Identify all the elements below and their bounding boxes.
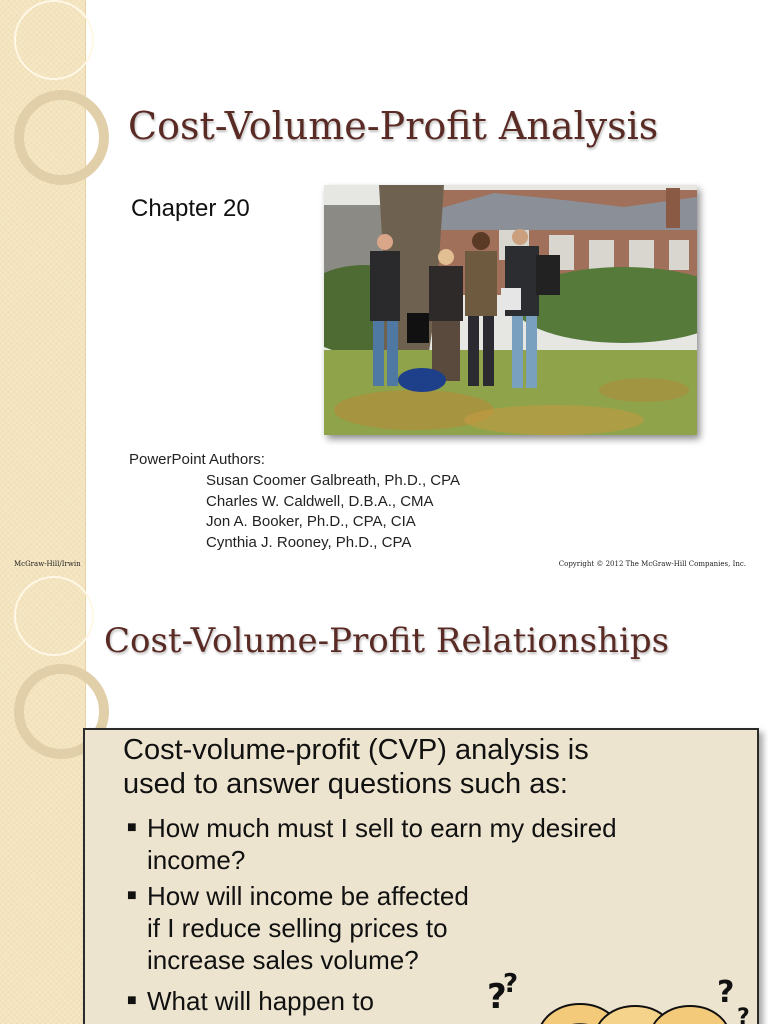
- bullet-square-icon: ■: [127, 992, 137, 1009]
- authors-list: [206, 471, 460, 553]
- author-name: Susan Coomer Galbreath, Ph.D., CPA: [206, 472, 461, 489]
- intro-text-line: Cost-volume-profit (CVP) analysis is: [123, 734, 589, 766]
- bullet-text-line: What will happen to: [147, 986, 374, 1016]
- content-box: [83, 728, 759, 1024]
- decorative-ring-icon: [14, 0, 94, 80]
- authors-heading: PowerPoint Authors:: [129, 451, 265, 468]
- author-name: Charles W. Caldwell, D.B.A., CMA: [206, 492, 434, 510]
- svg-text:?: ?: [737, 1005, 750, 1024]
- bullet-text-line: income?: [147, 845, 246, 875]
- confused-people-cartoon-icon: [485, 950, 759, 1024]
- slide-title: Cost-Volume-Profit Analysis: [128, 104, 659, 148]
- copyright-footer: Copyright © 2012 The McGraw-Hill Companies, Inc.: [558, 560, 746, 568]
- decorative-ring-icon: [14, 576, 94, 656]
- slide-cvp-relationships: [0, 576, 768, 1024]
- author-name: Jon A. Booker, Ph.D., CPA, CIA: [206, 513, 416, 530]
- slide-title: Cost-Volume-Profit Relationships: [104, 621, 670, 661]
- bullet-item: [127, 985, 374, 1017]
- bullet-item: [127, 812, 617, 876]
- decorative-side-band: [0, 0, 86, 576]
- decorative-side-band: [0, 576, 86, 1024]
- intro-text-line: used to answer questions such as:: [123, 768, 568, 800]
- bullet-text-line: How will income be affected: [147, 881, 469, 911]
- chapter-label: Chapter 20: [131, 195, 250, 222]
- svg-text:?: ?: [487, 977, 507, 1017]
- bullet-square-icon: ■: [127, 819, 137, 836]
- bullet-text-line: How much must I sell to earn my desired: [147, 813, 617, 843]
- author-name: Cynthia J. Rooney, Ph.D., CPA: [206, 533, 412, 551]
- decorative-ring-icon: [14, 90, 109, 185]
- svg-text:?: ?: [717, 975, 735, 1010]
- svg-text:?: ?: [503, 969, 519, 999]
- bullet-square-icon: ■: [127, 887, 137, 904]
- group-photo-icon: [324, 185, 697, 435]
- bullet-text-line: if I reduce selling prices to: [147, 913, 448, 943]
- bullet-item: [127, 880, 469, 976]
- publisher-footer: McGraw-Hill/Irwin: [14, 560, 81, 568]
- bullet-text-line: increase sales volume?: [147, 945, 419, 975]
